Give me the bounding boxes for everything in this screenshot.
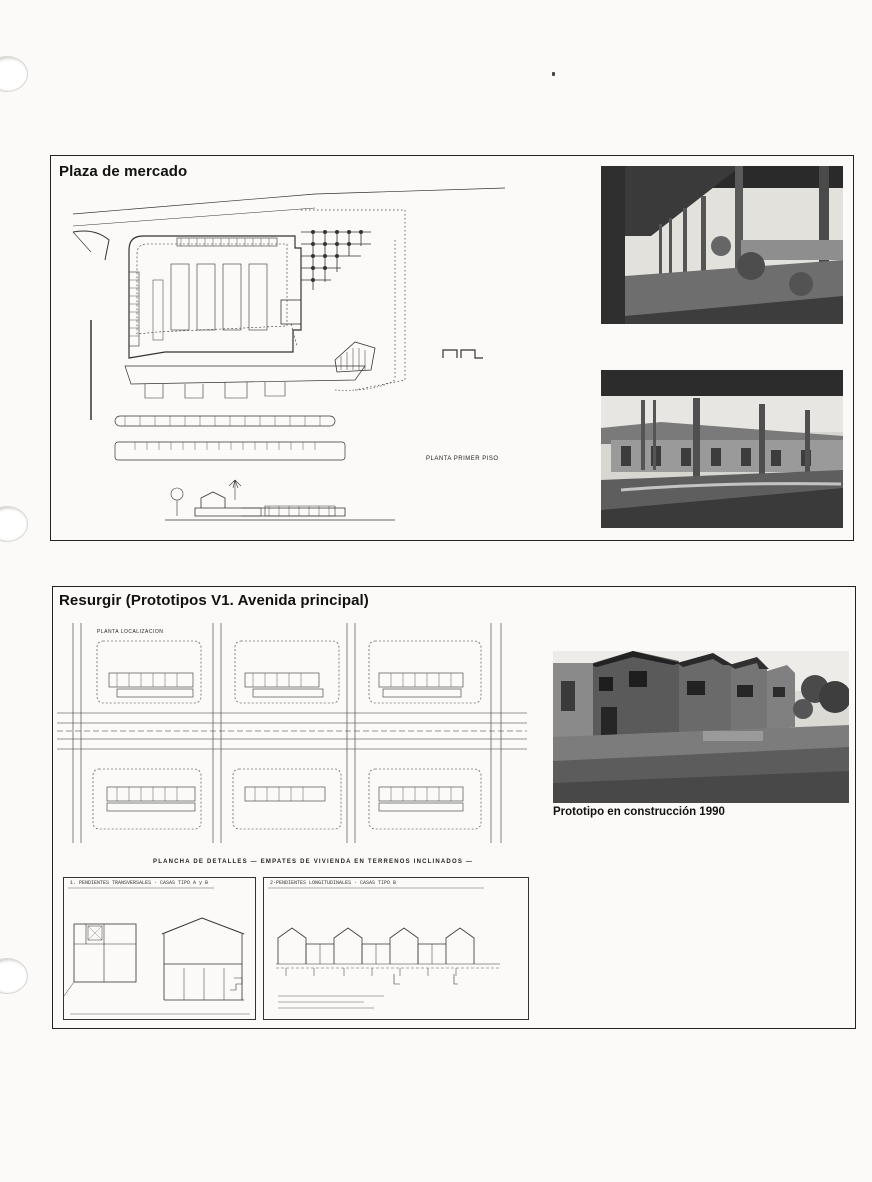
- detail2-heading: 2-PENDIENTES LONGITUDINALES · CASAS TIPO B: [270, 880, 397, 886]
- speck: [552, 72, 555, 76]
- plaza-panel: [50, 155, 854, 541]
- photo-caption: Prototipo en construcción 1990: [553, 806, 725, 818]
- plaza-title: Plaza de mercado: [59, 163, 188, 180]
- market-photo-colonnade: [601, 166, 843, 324]
- detail-longitudinal-slopes: [263, 877, 529, 1020]
- details-plate-title: PLANCHA DE DETALLES — EMPATES DE VIVIENDA EN TERRENOS INCLINADOS —: [153, 859, 474, 865]
- punch-hole-icon: [0, 56, 28, 92]
- punch-hole-icon: [0, 506, 28, 542]
- housing-site-plan: [57, 623, 527, 843]
- market-site-plan: [65, 180, 525, 530]
- site-plan-label: PLANTA LOCALIZACION: [97, 629, 164, 635]
- prototype-construction-photo: [553, 651, 849, 803]
- resurgir-panel: [52, 586, 856, 1029]
- detail1-heading: 1. PENDIENTES TRANSVERSALES · CASAS TIPO A y B: [70, 880, 209, 886]
- detail-transverse-slopes: [63, 877, 256, 1020]
- market-photo-courtyard: [601, 370, 843, 528]
- punch-hole-icon: [0, 958, 28, 994]
- resurgir-title: Resurgir (Prototipos V1. Avenida principal): [59, 592, 369, 609]
- plan-label: PLANTA PRIMER PISO: [426, 456, 499, 462]
